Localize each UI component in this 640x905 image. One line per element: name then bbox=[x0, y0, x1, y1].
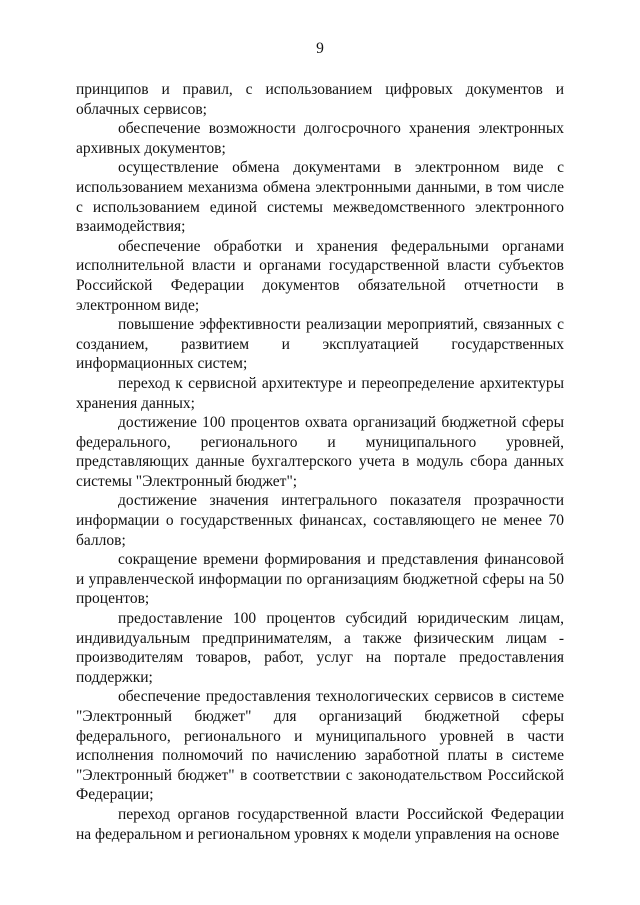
paragraph-management-model: переход органов государственной власти Российской Федерации на федеральном и региональном уровнях к модели управления на основе bbox=[76, 805, 564, 843]
paragraph-archive-storage: обеспечение возможности долгосрочного хранения электронных архивных документов; bbox=[76, 120, 564, 157]
paragraph-tech-services: обеспечение предоставления технологических сервисов в системе "Электронный бюджет" для организаций бюджетной сферы федерального, регионального и муниципального уровней в части исполнения полномочий по начислению заработной платы в системе "Электронный бюджет" в соответствии с законодательством Российской Федерации; bbox=[76, 688, 564, 804]
paragraph-efficiency: повышение эффективности реализации мероприятий, связанных с созданием, развитием и эксплуатацией государственных информационных систем; bbox=[76, 316, 564, 373]
paragraph-electronic-exchange: осуществление обмена документами в электронном виде с использованием механизма обмена электронными данными, в том числе с использованием единой системы межведомственного электронного взаимодействия; bbox=[76, 159, 564, 236]
paragraph-continuation: принципов и правил, с использованием цифровых документов и облачных сервисов; bbox=[76, 81, 564, 118]
paragraph-transparency: достижение значения интегрального показателя прозрачности информации о государственных финансах, составляющего не менее 70 баллов; bbox=[76, 492, 564, 549]
paragraph-service-architecture: переход к сервисной архитектуре и переопределение архитектуры хранения данных; bbox=[76, 374, 564, 412]
paragraph-time-reduction: сокращение времени формирования и представления финансовой и управленческой информации по организациям бюджетной сферы на 50 процентов; bbox=[76, 551, 564, 608]
document-body bbox=[76, 80, 564, 844]
paragraph-reporting-processing: обеспечение обработки и хранения федеральными органами исполнительной власти и органами государственной власти субъектов Российской Федерации документов обязательной отчетности в электронном виде; bbox=[76, 237, 564, 314]
paragraph-subsidies: предоставление 100 процентов субсидий юридическим лицам, индивидуальным предпринимателям, а также физическим лицам - производителям товаров, работ, услуг на портале предоставления поддержки; bbox=[76, 610, 564, 686]
paragraph-coverage: достижение 100 процентов охвата организаций бюджетной сферы федерального, регионального и муниципального уровней, представляющих данные бухгалтерского учета в модуль сбора данных системы "Электронный бюджет"; bbox=[76, 414, 564, 490]
page-number: 9 bbox=[316, 40, 324, 57]
